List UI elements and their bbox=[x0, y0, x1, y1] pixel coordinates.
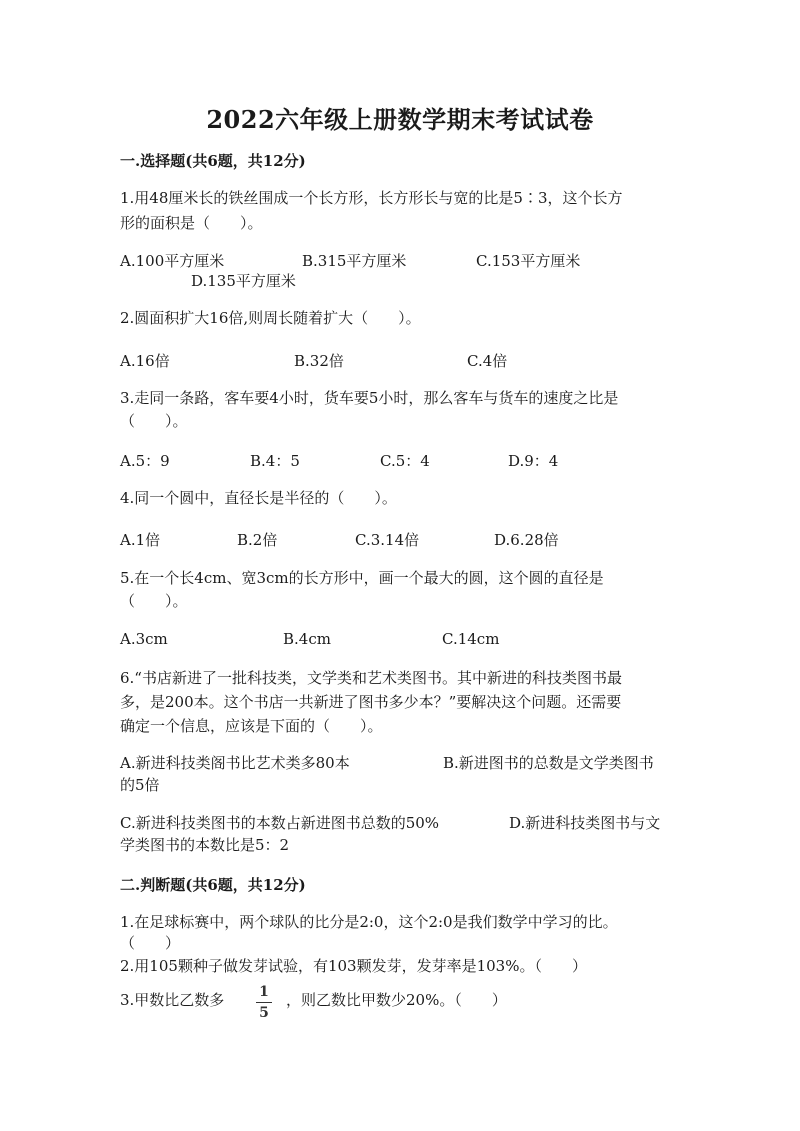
judge-question-3-suffix: ，则乙数比甲数少20%。（ ） bbox=[286, 991, 507, 1009]
question-2-option-b: B.32倍 bbox=[294, 352, 344, 370]
judge-question-2-text: 2.用105颗种子做发芽试验，有103颗发芽，发芽率是103%。（ ） bbox=[120, 957, 587, 975]
question-5-option-c: C.14cm bbox=[442, 630, 500, 648]
question-6-option-c: C.新进科技类图书的本数占新进图书总数的50% bbox=[120, 814, 440, 832]
question-3-option-d: D.9：4 bbox=[508, 452, 559, 470]
question-1-option-d: D.135平方厘米 bbox=[191, 272, 296, 290]
question-6-option-b: B.新进图书的总数是文学类图书 bbox=[443, 754, 654, 772]
question-5-text: 5.在一个长4cm、宽3cm的长方形中，画一个最大的圆，这个圆的直径是 bbox=[120, 569, 604, 587]
fraction-bar bbox=[256, 1002, 272, 1003]
judge-question-3-prefix: 3.甲数比乙数多 bbox=[120, 991, 225, 1009]
page-title: 2022六年级上册数学期末考试试卷 bbox=[206, 105, 594, 134]
judge-question-1-text: 1.在足球标赛中，两个球队的比分是2:0，这个2:0是我们数学中学习的比。 bbox=[120, 913, 618, 931]
question-3-text: 3.走同一条路，客车要4小时，货车要5小时，那么客车与货车的速度之比是 bbox=[120, 389, 619, 407]
section-heading-multiple-choice: 一.选择题(共6题，共12分) bbox=[120, 152, 306, 170]
judge-question-1-text-cont: （ ） bbox=[120, 934, 181, 952]
fraction-numerator: 1 bbox=[259, 984, 269, 1000]
question-1-option-a: A.100平方厘米 bbox=[120, 252, 225, 270]
question-1-text-cont: 形的面积是（ ）。 bbox=[120, 214, 263, 232]
question-6-option-b-cont: 的5倍 bbox=[120, 776, 160, 794]
question-2-option-c: C.4倍 bbox=[467, 352, 508, 370]
question-4-option-a: A.1倍 bbox=[120, 531, 161, 549]
question-1-text: 1.用48厘米长的铁丝围成一个长方形，长方形长与宽的比是5∶3，这个长方 bbox=[120, 189, 623, 207]
question-6-text-cont: 多，是200本。这个书店一共新进了图书多少本？”要解决这个问题。还需要 bbox=[120, 693, 622, 711]
question-6-option-d: D.新进科技类图书与文 bbox=[509, 814, 661, 832]
question-1-option-b: B.315平方厘米 bbox=[302, 252, 407, 270]
question-5-option-a: A.3cm bbox=[120, 630, 168, 648]
question-6-text: 6.“书店新进了一批科技类，文学类和艺术类图书。其中新进的科技类图书最 bbox=[120, 669, 622, 687]
question-4-option-d: D.6.28倍 bbox=[494, 531, 559, 549]
question-3-option-c: C.5：4 bbox=[380, 452, 430, 470]
question-2-option-a: A.16倍 bbox=[120, 352, 170, 370]
fraction-denominator: 5 bbox=[259, 1005, 269, 1021]
question-6-option-d-cont: 学类图书的本数比是5：2 bbox=[120, 836, 290, 854]
question-1-option-c: C.153平方厘米 bbox=[476, 252, 581, 270]
question-4-option-b: B.2倍 bbox=[237, 531, 278, 549]
fraction-one-fifth bbox=[252, 983, 276, 1022]
question-5-option-b: B.4cm bbox=[283, 630, 331, 648]
question-6-option-a: A.新进科技类阁书比艺术类多80本 bbox=[120, 754, 350, 772]
question-2-text: 2.圆面积扩大16倍,则周长随着扩大（ ）。 bbox=[120, 309, 421, 327]
question-3-option-a: A.5：9 bbox=[120, 452, 170, 470]
question-6-text-cont2: 确定一个信息，应该是下面的（ ）。 bbox=[120, 717, 383, 735]
section-heading-true-false: 二.判断题(共6题，共12分) bbox=[120, 876, 306, 894]
question-3-option-b: B.4：5 bbox=[250, 452, 300, 470]
question-4-text: 4.同一个圆中，直径长是半径的（ ）。 bbox=[120, 489, 397, 507]
question-4-option-c: C.3.14倍 bbox=[355, 531, 420, 549]
question-3-text-cont: （ ）。 bbox=[120, 412, 188, 430]
question-5-text-cont: （ ）。 bbox=[120, 592, 188, 610]
